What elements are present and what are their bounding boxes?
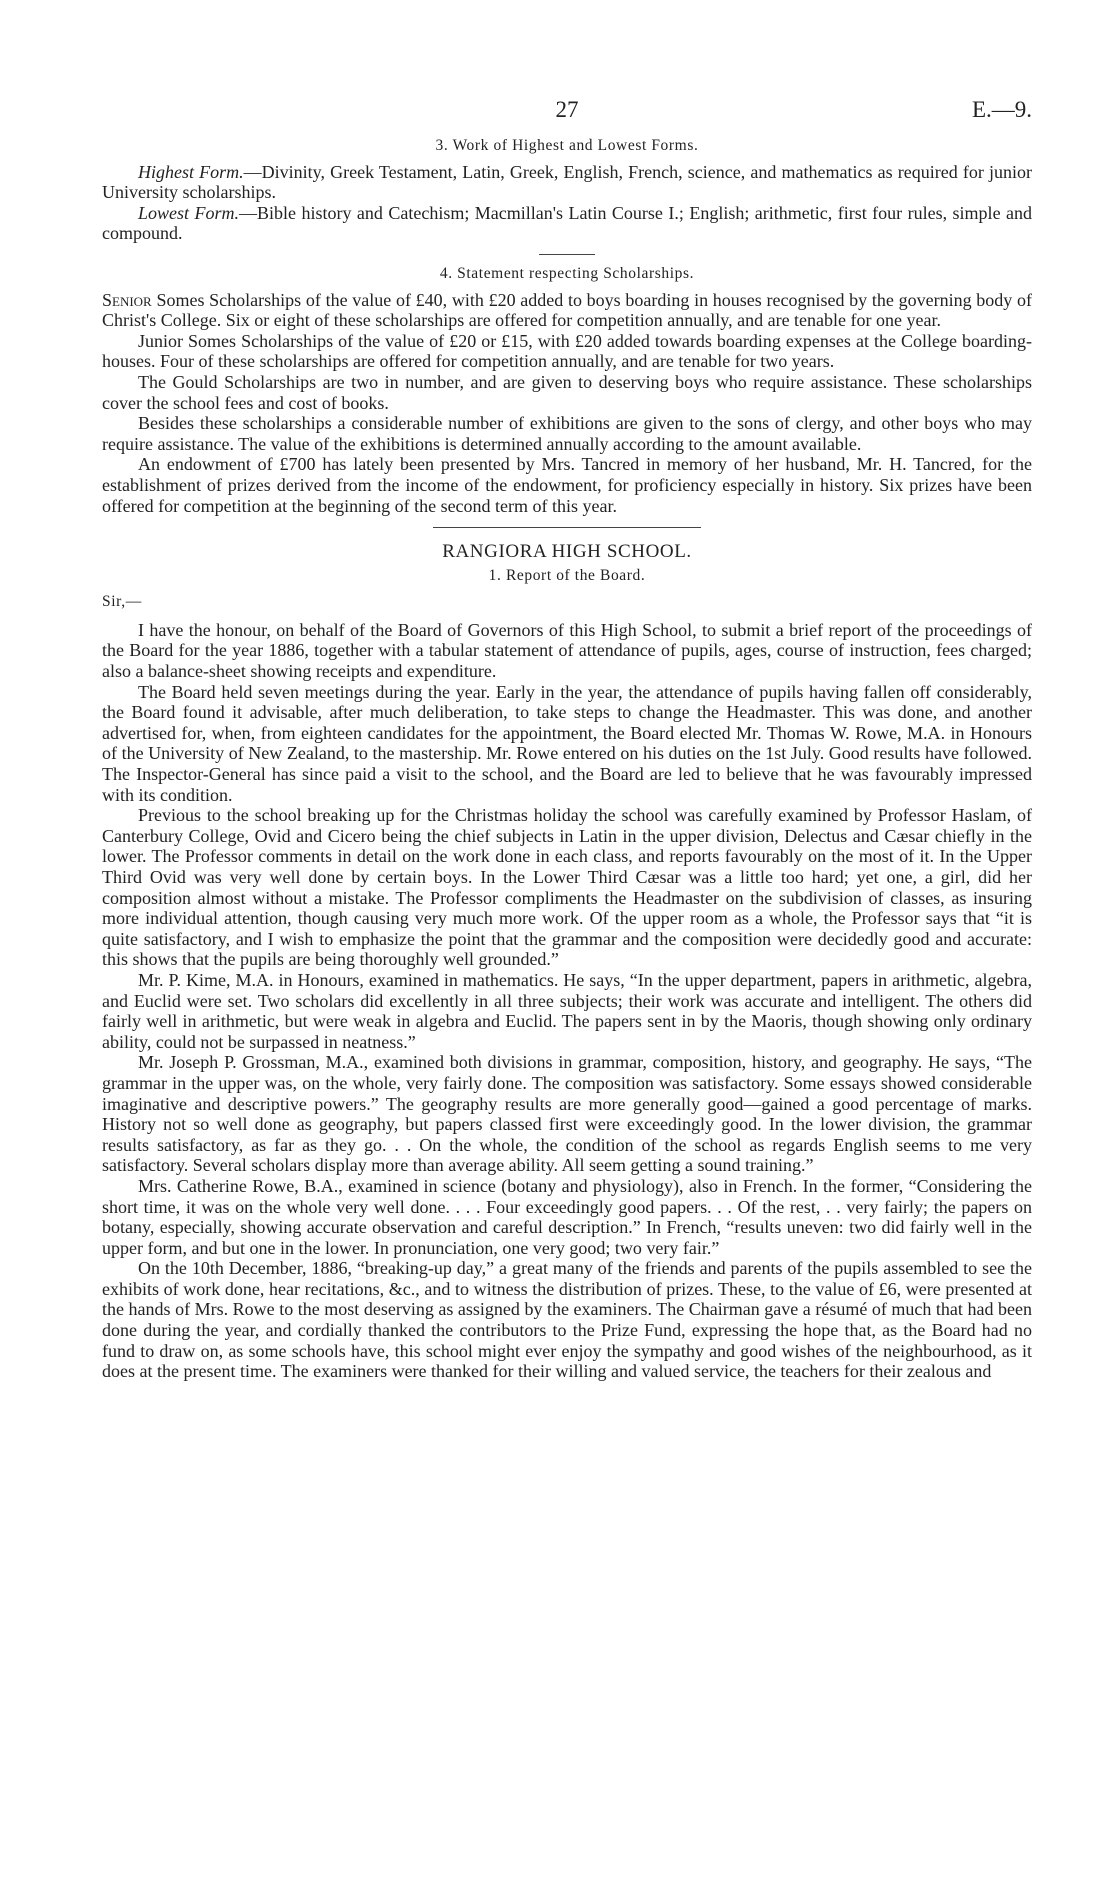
report-paragraph: I have the honour, on behalf of the Board of Governors of this High School, to submit a brief report of the proceedings of the Board for the year 1886, together with a tabular statement of attendance of pupils, ages, course of instruction, fees charged; also a balance-sheet showing receipts and expenditure. <box>102 619 1032 682</box>
lowest-form-label: Lowest Form. <box>138 202 239 223</box>
report-paragraph: The Board held seven meetings during the year. Early in the year, the attendance of pupils having fallen off considerably, the Board found it advisable, after much deliberation, to take steps to change the Headmaster. This was done, and another advertised for, when, from eighteen candidates for the appointment, the Board elected Mr. Thomas W. Rowe, M.A. in Honours of the University of New Zealand, to the mastership. Mr. Rowe entered on his duties on the 1st July. Good results have followed. The Inspector-General has since paid a visit to the school, and the Board are led to believe that he was favourably impressed with its condition. <box>102 681 1032 805</box>
section-title-scholarships: 4. Statement respecting Scholarships. <box>439 264 695 282</box>
page-number: 27 <box>555 97 579 122</box>
document-reference: E.—9. <box>971 97 1032 122</box>
section-divider <box>539 254 595 255</box>
report-subtitle: 1. Report of the Board. <box>488 566 646 584</box>
page-header <box>102 97 1032 132</box>
paragraph-senior-scholarships <box>102 290 1032 331</box>
report-paragraph: Previous to the school breaking up for the Christmas holiday the school was carefully examined by Professor Haslam, of Canterbury College, Ovid and Cicero being the chief subjects in Latin in the upper division, Delectus and Cæsar chiefly in the lower. The Professor comments in detail on the work done in each class, and reports favourably on the most of it. In the Upper Third Ovid was very well done by certain boys. In the Lower Third Cæsar was a little too hard; yet one, a girl, did her composition almost without a mistake. The Professor compliments the Headmaster on the subdivision of classes, as insuring more individual attention, though causing very much more work. Of the upper room as a whole, the Professor says that “it is quite satisfactory, and I wish to emphasize the point that the grammar and the composition were decidedly good and accurate: this shows that the pupils are being thoroughly well grounded.” <box>102 805 1032 970</box>
section-title-work-of-forms: 3. Work of Highest and Lowest Forms. <box>435 137 699 154</box>
report-paragraph: On the 10th December, 1886, “breaking-up day,” a great many of the friends and parents of the pupils assembled to see the exhibits of work done, hear recitations, &c., and to witness the distribution of prizes. These, to the value of £6, were presented at the hands of Mrs. Rowe to the most deserving as assigned by the examiners. The Chairman gave a résumé of much that had been done during the year, and cordially thanked the contributors to the Prize Fund, expressing the hope that, as the Board had no fund to draw on, as some schools have, this school might ever enjoy the sympathy and good wishes of the neighbourhood, as it does at the present time. The examiners were thanked for their willing and valued service, the teachers for their zealous and <box>102 1258 1032 1382</box>
document-page <box>102 97 1032 1382</box>
school-title: RANGIORA HIGH SCHOOL. <box>442 541 692 563</box>
lowest-form-text: —Bible history and Catechism; Macmillan's Latin Course I.; English; arithmetic, first four rules, simple and compound. <box>102 202 1032 244</box>
salutation: Sir,— <box>102 593 142 611</box>
paragraph-exhibitions: Besides these scholarships a considerable number of exhibitions are given to the sons of clergy, and other boys who may require assistance. The value of the exhibitions is determined annually according to the amount available. <box>102 413 1032 454</box>
highest-form-text: —Divinity, Greek Testament, Latin, Greek, English, French, science, and mathematics as required for junior University scholarships. <box>102 161 1032 203</box>
paragraph-tancred-endowment: An endowment of £700 has lately been presented by Mrs. Tancred in memory of her husband, Mr. H. Tancred, for the establishment of prizes derived from the income of the endowment, for proficiency especially in history. Six prizes have been offered for competition at the beginning of the second term of this year. <box>102 454 1032 516</box>
senior-lead: Senior <box>102 289 152 310</box>
senior-text: Somes Scholarships of the value of £40, with £20 added to boys boarding in houses recognised by the governing body of Christ's College. Six or eight of these scholarships are offered for competition annually, and are tenable for one year. <box>102 289 1032 331</box>
paragraph-lowest-form <box>102 203 1032 244</box>
report-paragraph: Mr. P. Kime, M.A. in Honours, examined in mathematics. He says, “In the upper department, papers in arithmetic, algebra, and Euclid were set. Two scholars did excellently in all three subjects; their work was accurate and intelligent. The others did fairly well in arithmetic, but were weak in algebra and Euclid. The papers sent in by the Maoris, though showing only ordinary ability, could not be surpassed in neatness.” <box>102 969 1032 1052</box>
paragraph-highest-form <box>102 162 1032 203</box>
paragraph-junior-scholarships: Junior Somes Scholarships of the value of £20 or £15, with £20 added towards boarding expenses at the College boarding-houses. Four of these scholarships are offered for competition annually, and are tenable for two years. <box>102 330 1032 372</box>
report-paragraph: Mr. Joseph P. Grossman, M.A., examined both divisions in grammar, composition, history, and geography. He says, “The grammar in the upper was, on the whole, very fairly done. The composition was satisfactory. Some essays showed considerable imaginative and descriptive powers.” The geography results are more generally good—gained a good percentage of marks. History not so well done as geography, but papers classed first were exceedingly good. In the lower division, the grammar results satisfactory, as far as they go. . . On the whole, the condition of the school as regards English seems to me very satisfactory. Several scholars display more than average ability. All seem getting a sound training.” <box>102 1052 1032 1176</box>
report-paragraph: Mrs. Catherine Rowe, B.A., examined in science (botany and physiology), also in French. In the former, “Considering the short time, it was on the whole very well done. . . . Four exceedingly good papers. . . Of the rest, . . very fairly; the papers on botany, especially, showing accurate observation and careful description.” In French, “results uneven: two did fairly well in the upper form, and but one in the lower. In pronunciation, one very good; two very fair.” <box>102 1175 1032 1258</box>
highest-form-label: Highest Form. <box>138 161 244 182</box>
paragraph-gould-scholarships: The Gould Scholarships are two in number, and are given to deserving boys who require assistance. These scholarships cover the school fees and cost of books. <box>102 371 1032 413</box>
school-divider <box>433 527 701 528</box>
